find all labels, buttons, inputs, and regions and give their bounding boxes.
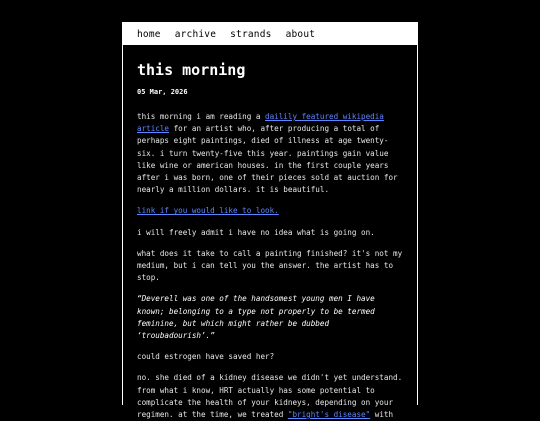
paragraph-6: could estrogen have saved her? [137, 352, 275, 362]
post-title: this morning [137, 61, 246, 79]
paragraph-7-text-b: with [370, 410, 394, 420]
look-link[interactable]: link if you would like to look. [137, 206, 279, 216]
paragraph-7-text-a: no. she died of a kidney disease we didn't yet understand. from what i know, HRT actually has some potential to complicate the health of your kidneys, depending on your regimen. at the time, we treated [137, 373, 403, 420]
nav-strands-link[interactable]: strands [230, 28, 272, 40]
paragraph-7 [137, 372, 403, 421]
nav-archive-link[interactable]: archive [174, 28, 217, 40]
top-nav [123, 23, 417, 45]
wikipedia-article-link[interactable]: dailily featured wikipedia article [137, 112, 384, 134]
post-date: 05 Mar, 2026 [137, 88, 188, 96]
paragraph-3: i will freely admit i have no idea what is going on. [137, 227, 375, 237]
page-container [122, 22, 418, 420]
paragraph-4: what does it take to call a painting finished? it's not my medium, but i can tell you the answer. the artist has to stop. [137, 248, 403, 283]
nav-about-link[interactable]: about [285, 28, 316, 40]
paragraph-1 [137, 111, 403, 196]
paragraph-1-text-a: this morning i am reading a [137, 112, 266, 121]
paragraph-2 [137, 205, 403, 217]
post-content [123, 60, 417, 421]
quote-paragraph: “Deverell was one of the handsomest young men I have known; belonging to a type not properly to be termed feminine, but which might rather be dubbed ‘troubadourish’.” [137, 294, 375, 341]
brights-disease-link[interactable]: "bright's disease" [287, 410, 371, 420]
nav-home-link[interactable]: home [137, 28, 161, 40]
paragraph-1-text-b: for an artist who, after producing a total of perhaps eight paintings, died of illness at age twenty-six. i turn twenty-five this year. paintings gain value like wine or american houses. in the first couple years after i was born, one of their pieces sold at auction for nearly a million dollars. it is beautiful. [137, 124, 398, 195]
